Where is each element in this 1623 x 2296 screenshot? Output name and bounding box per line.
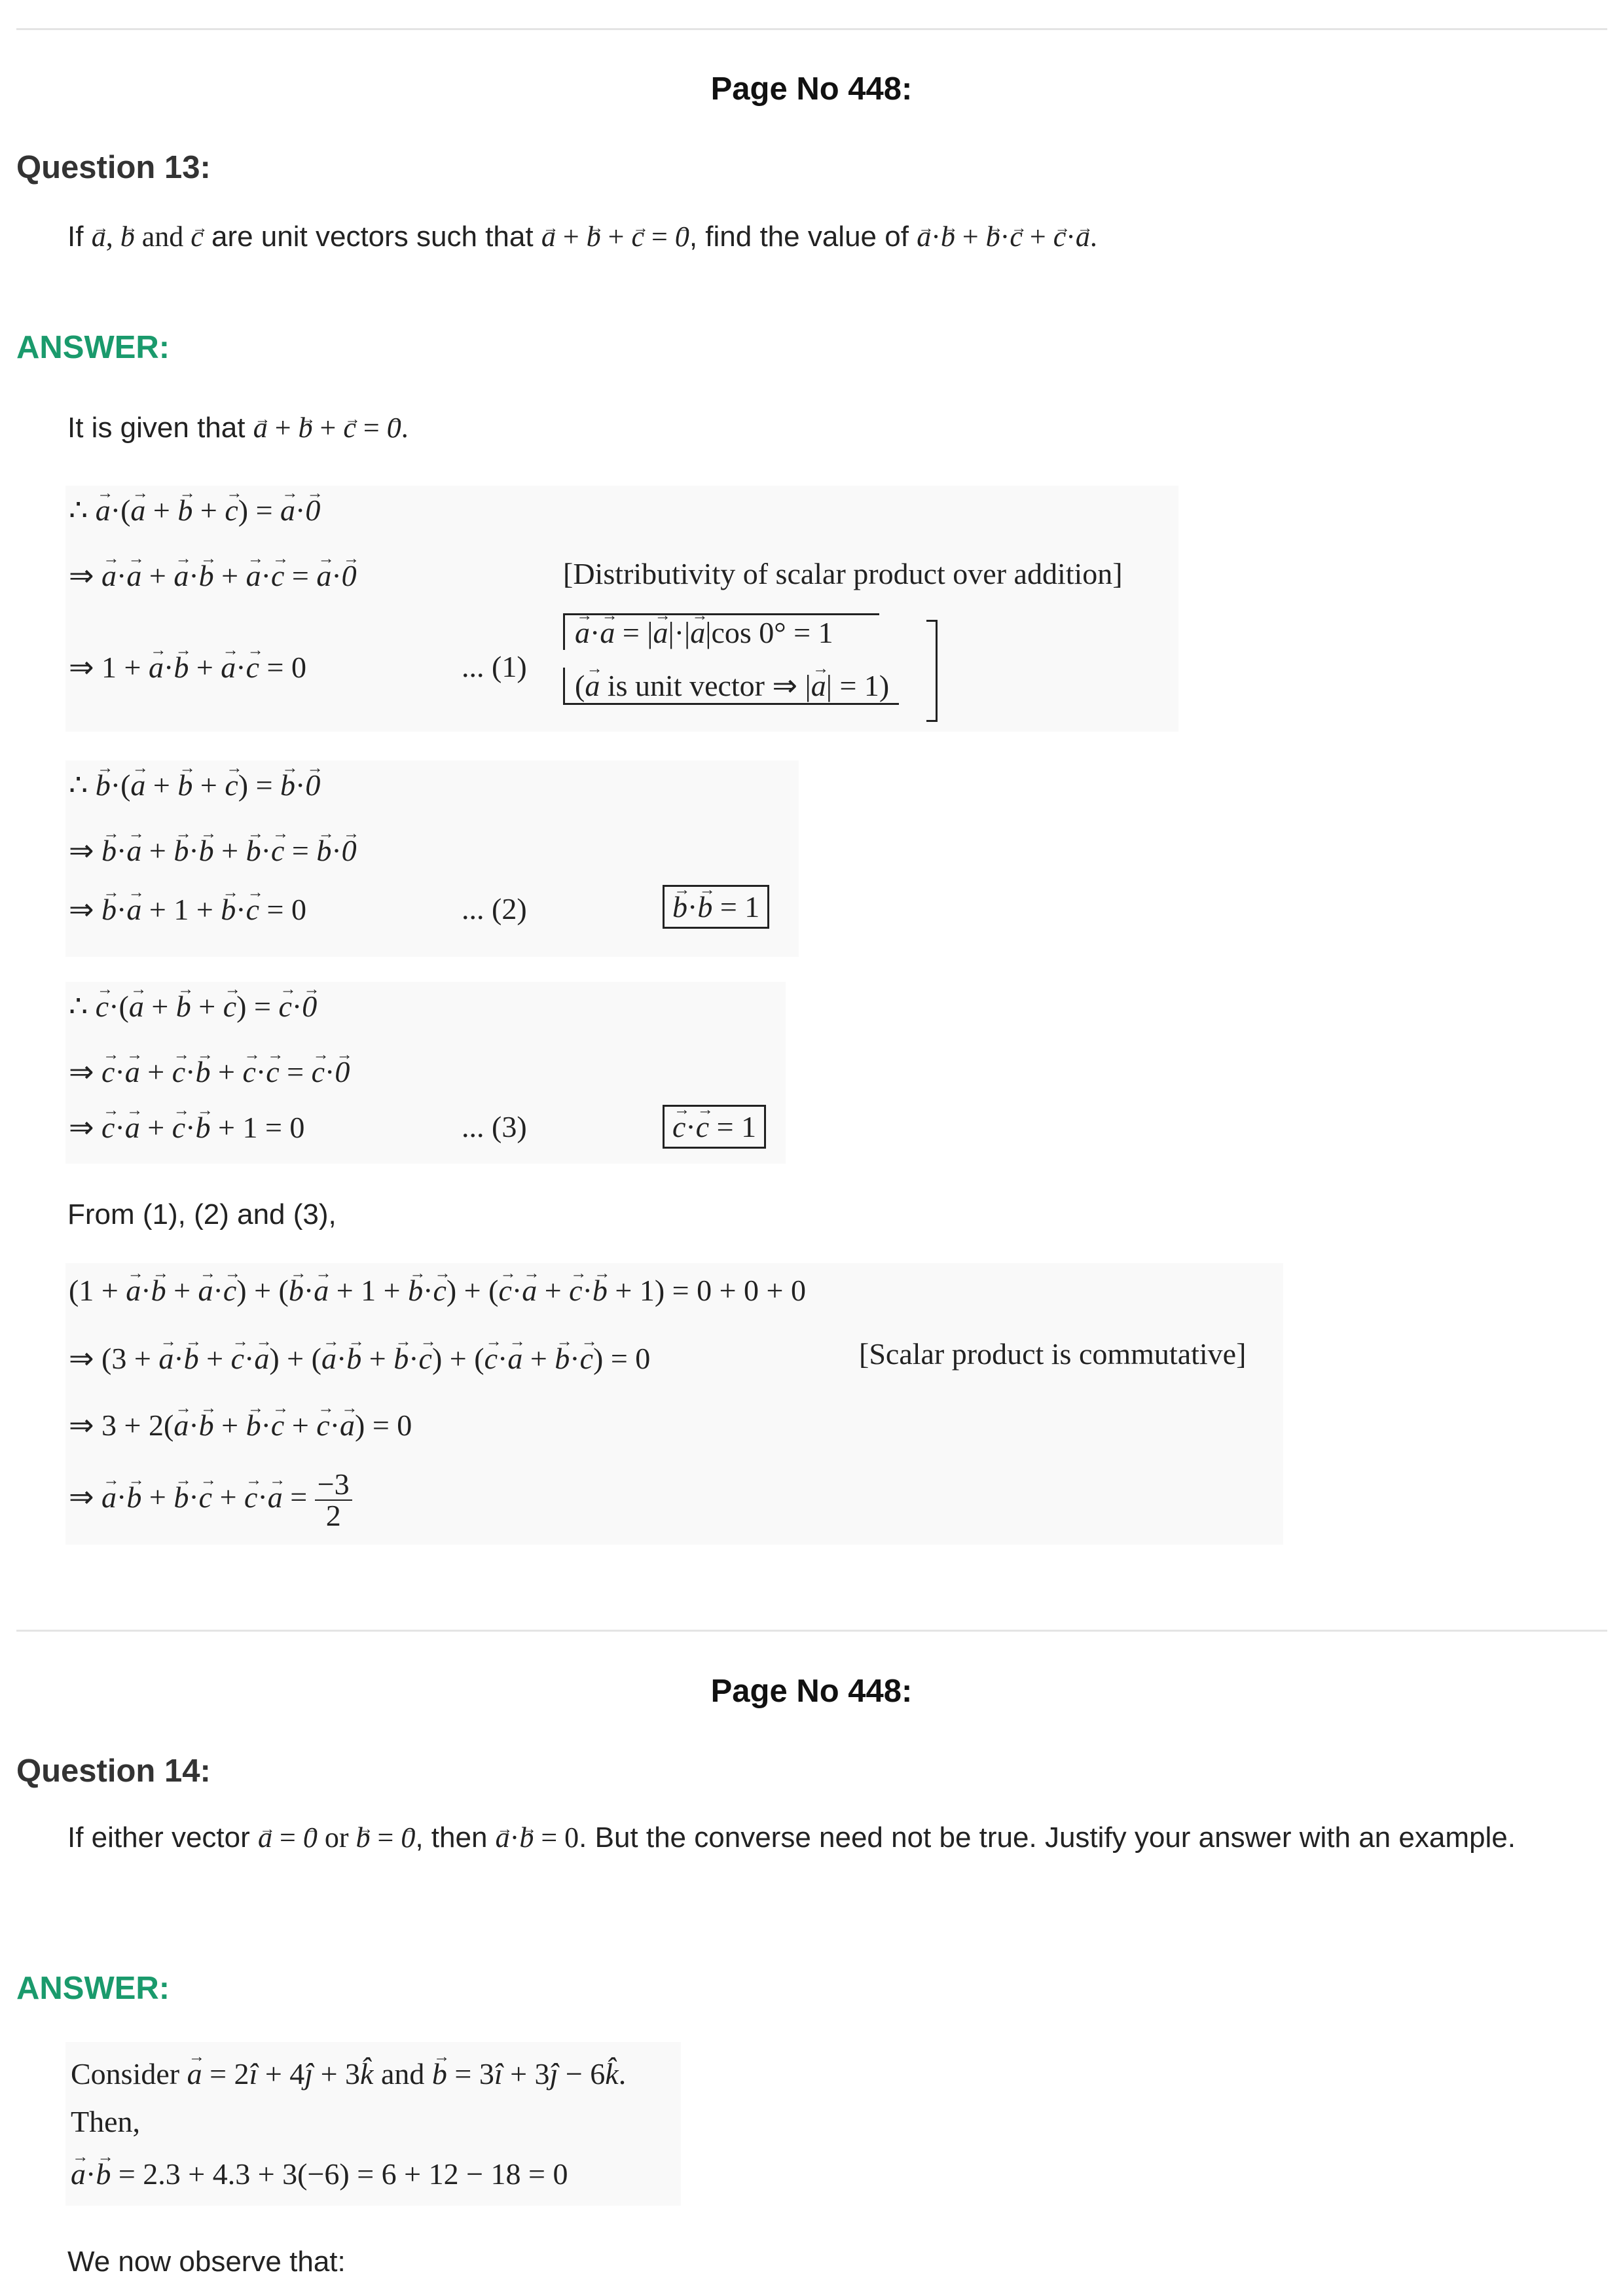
math-block-4 — [65, 1263, 1283, 1545]
eq-3c: ⇒ c →·a → + c →·b → + 1 = 0 — [69, 1109, 304, 1145]
question-14-text-1: If either vector — [67, 1821, 250, 1854]
eq-4a: (1 + a →·b → + a →·c →) + (b →·a → + 1 + b →·c →) + (c →·a → + c →·b → + 1) = 0 + 0 + 0 — [69, 1273, 806, 1308]
question-13-expression: a →·b → + b →·c → + c →·a →. — [917, 221, 1097, 253]
observe-statement: We now observe that: — [67, 2246, 346, 2278]
question-13-vectors: a →, b → and c → — [92, 221, 204, 253]
divider-middle — [16, 1630, 1607, 1632]
page-number-heading: Page No 448: — [710, 71, 913, 107]
question-14-condition: a → = 0 → or b → = 0 → — [258, 1821, 415, 1854]
math-block-5 — [65, 2042, 681, 2206]
answer-13-label: ANSWER: — [16, 330, 170, 365]
eq-3b: ⇒ c →·a → + c →·b → + c →·c → = c →·0 → — [69, 1054, 350, 1089]
question-14-text — [67, 1814, 1541, 1861]
given-statement — [67, 404, 409, 452]
divider-top — [16, 28, 1607, 30]
eq-1b: ⇒ a →·a → + a →·b → + a →·c → = a →·0 → — [69, 558, 357, 593]
eq-2a: ∴ b →·(a → + b → + c →) = b →·0 → — [69, 767, 320, 802]
consider-line: Consider a → = 2î + 4ĵ + 3k̂ and b → = 3î + 3ĵ − 6k̂. — [71, 2056, 626, 2091]
given-equation: a → + b → + c → = 0 →. — [253, 412, 409, 444]
question-13-text-2: , find the value of — [689, 221, 909, 253]
from-statement: From (1), (2) and (3), — [67, 1198, 337, 1230]
question-14-text-2: , then — [415, 1821, 488, 1854]
note-1b: (a → is unit vector ⇒ |a →| = 1) — [563, 668, 899, 705]
note-3: c →·c → = 1 — [663, 1105, 766, 1149]
note-1-right-bracket — [926, 620, 938, 722]
math-block-1 — [65, 486, 1178, 732]
question-13-prefix: If — [67, 221, 84, 253]
question-14-text-3: . But the converse need not be true. Justify your answer with an example. — [579, 1821, 1516, 1854]
then-line: Then, — [71, 2105, 141, 2138]
commutative-note: [Scalar product is commutative] — [859, 1337, 1247, 1371]
page-number-heading-2: Page No 448: — [710, 1674, 913, 1709]
eq-2c: ⇒ b →·a → + 1 + b →·c → = 0 — [69, 891, 306, 927]
question-13-heading: Question 13: — [16, 150, 211, 185]
question-14-result: a →·b → = 0 — [496, 1821, 579, 1854]
math-block-2 — [65, 761, 799, 957]
question-13-text-1: are unit vectors such that — [211, 221, 534, 253]
consider-text: Consider — [71, 2057, 180, 2090]
result-fraction — [315, 1469, 352, 1531]
result-denominator: 2 — [325, 1499, 341, 1532]
math-block-3 — [65, 982, 786, 1164]
eq-1c: ⇒ 1 + a →·b → + a →·c → = 0 — [69, 649, 306, 685]
question-13-condition: a → + b → + c → = 0 → — [541, 221, 689, 253]
eq-2b: ⇒ b →·a → + b →·b → + b →·c → = b →·0 → — [69, 833, 357, 868]
result-numerator: −3 — [315, 1469, 352, 1501]
note-2: b →·b → = 1 — [663, 885, 769, 929]
eq-3a: ∴ c →·(a → + b → + c →) = c →·0 → — [69, 988, 317, 1024]
eq-1a: ∴ a →·(a → + b → + c →) = a →·0 → — [69, 492, 320, 528]
question-13-text — [67, 213, 1097, 260]
eq-4c: ⇒ 3 + 2(a →·b → + b →·c → + c →·a →) = 0 — [69, 1407, 412, 1443]
question-14-heading: Question 14: — [16, 1753, 211, 1789]
answer-14-label: ANSWER: — [16, 1971, 170, 2006]
given-text: It is given that — [67, 412, 246, 444]
tag-1: ... (1) — [462, 650, 527, 683]
distributive-note: [Distributivity of scalar product over addition] — [563, 557, 1123, 590]
eq-4b: ⇒ (3 + a →·b → + c →·a →) + (a →·b → + b →·c →) + (c →·a → + b →·c →) = 0 — [69, 1340, 650, 1376]
eq-4d: ⇒ a →·b → + b →·c → + c →·a → = $\frac{-3}{2}$ — [69, 1469, 352, 1531]
note-1a: a →·a → = |a →|·|a →|cos 0° = 1 — [563, 613, 879, 650]
tag-2: ... (2) — [462, 892, 527, 925]
tag-3: ... (3) — [462, 1110, 527, 1143]
dot-product-calc: a →·b → = 2.3 + 4.3 + 3(−6) = 6 + 12 − 18 = 0 — [71, 2157, 568, 2191]
